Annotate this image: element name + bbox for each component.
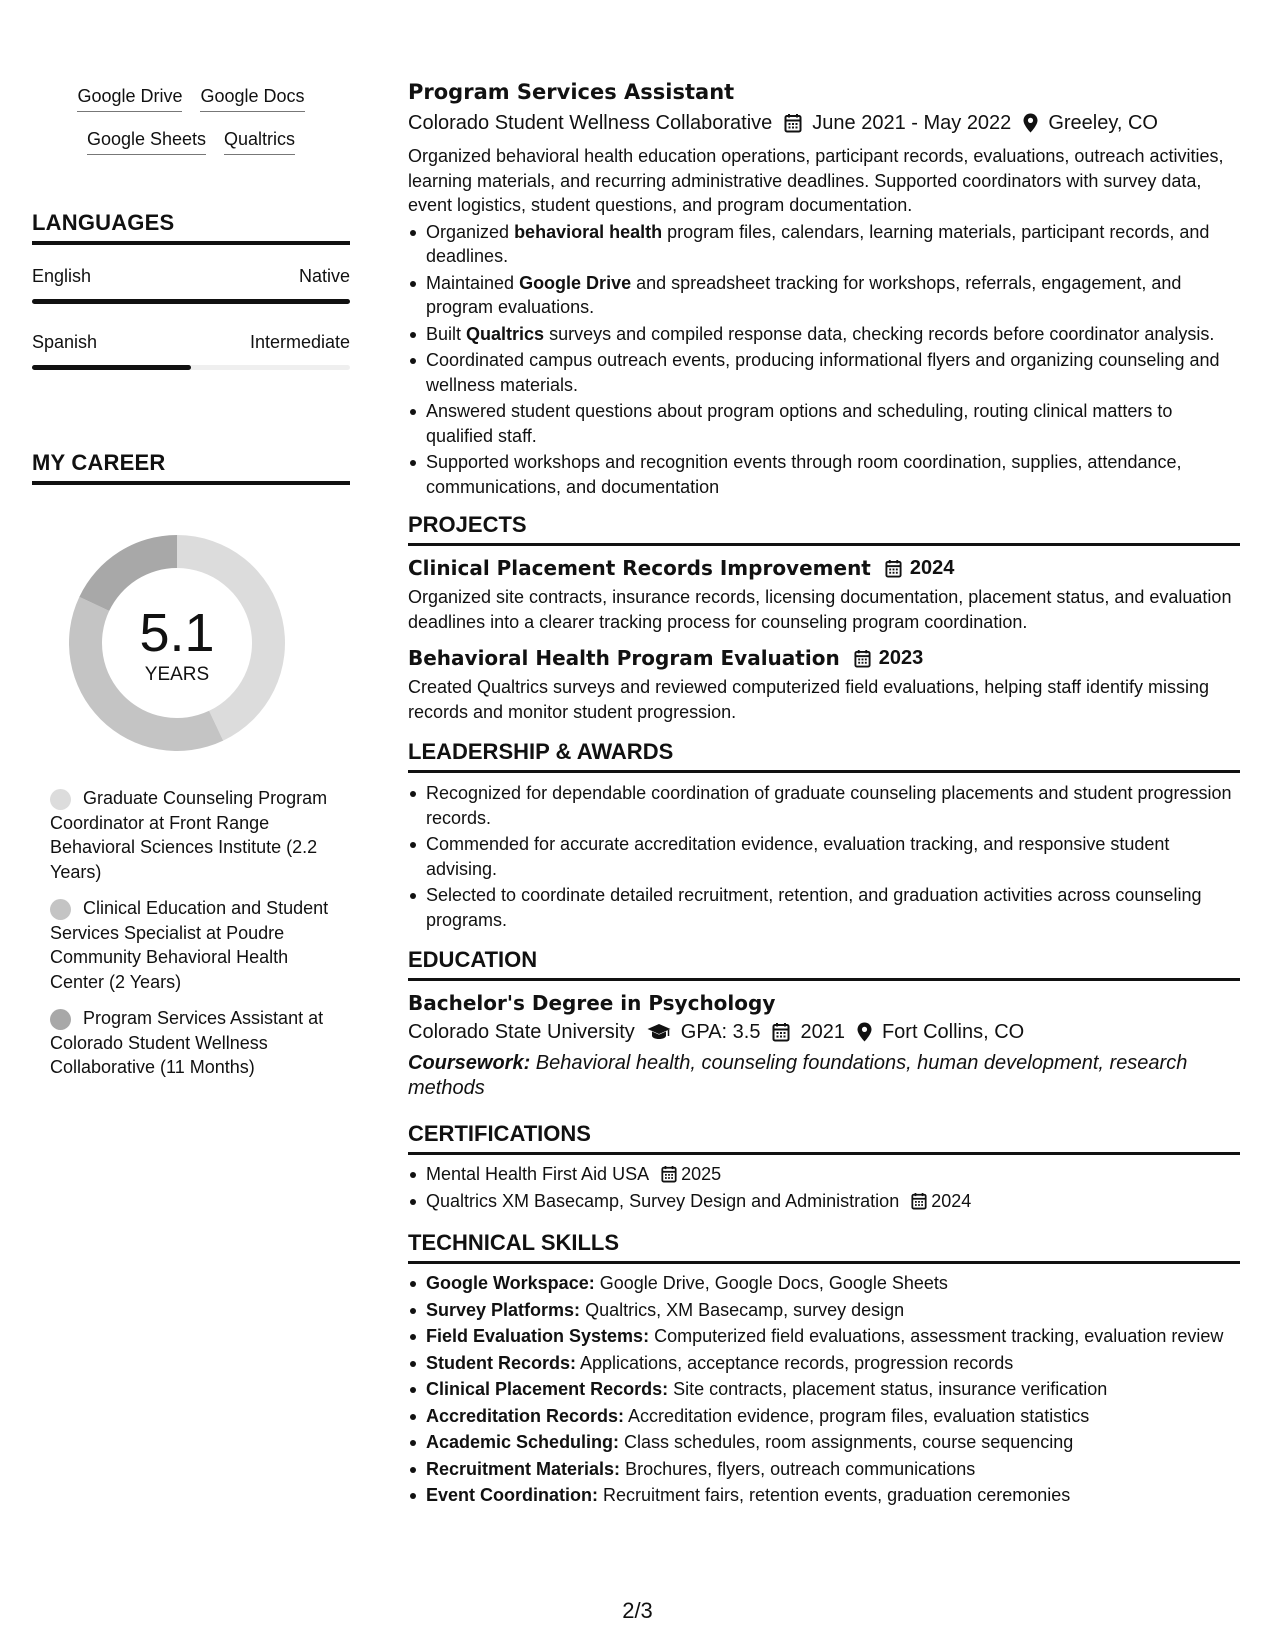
leadership-item: Recognized for dependable coordination of graduate counseling placements and student progression records. <box>426 781 1240 830</box>
project-name: Behavioral Health Program Evaluation <box>408 646 840 670</box>
legend-dot <box>50 1009 71 1030</box>
section-title: CERTIFICATIONS <box>408 1120 1240 1155</box>
school-location: Fort Collins, CO <box>881 1021 1025 1043</box>
graduation-cap-icon <box>647 1023 671 1041</box>
skill-item: Clinical Placement Records: Site contracts, placement status, insurance verification <box>426 1377 1240 1402</box>
job-location: Greeley, CO <box>1048 112 1158 134</box>
language-bar <box>32 365 350 370</box>
job-bullet: Maintained Google Drive and spreadsheet tracking for workshops, referrals, engagement, and program evaluations. <box>426 271 1240 320</box>
leadership-list <box>408 781 1240 932</box>
language-name: English <box>32 266 92 286</box>
job-bullet: Organized behavioral health program files, calendars, learning materials, participant records, and deadlines. <box>426 220 1240 269</box>
skill-tags <box>32 84 350 170</box>
language-level: Intermediate <box>249 332 350 352</box>
section-title: PROJECTS <box>408 511 1240 546</box>
job-bullets <box>408 220 1240 500</box>
language-level: Native <box>298 266 350 286</box>
job-title: Program Services Assistant <box>408 80 735 104</box>
job-summary: Organized behavioral health education operations, participant records, evaluations, outreach activities, learning materials, and recurring administrative deadlines. Supported coordinators with survey data, event logistics, student questions, and program documentation. <box>408 146 1224 215</box>
gpa: GPA: 3.5 <box>680 1021 761 1043</box>
technical-skills-section <box>408 1229 1240 1508</box>
skill-item: Google Workspace: Google Drive, Google Docs, Google Sheets <box>426 1271 1240 1296</box>
project-entry <box>408 554 1240 634</box>
section-title: LEADERSHIP & AWARDS <box>408 738 1240 773</box>
technical-skills-list <box>408 1271 1240 1508</box>
project-description: Organized site contracts, insurance records, licensing documentation, placement status, and evaluation deadlines into a clearer tracking process for counseling program coordination. <box>408 587 1232 632</box>
certification-year: 2025 <box>681 1164 722 1184</box>
skill-item: Academic Scheduling: Class schedules, room assignments, course sequencing <box>426 1430 1240 1455</box>
graduation-year: 2021 <box>800 1021 845 1043</box>
experience-entry <box>408 78 1240 499</box>
career-legend-item <box>50 896 335 994</box>
coursework <box>408 1051 1240 1100</box>
job-dates: June 2021 - May 2022 <box>812 112 1012 134</box>
skill-tag-row <box>32 127 350 155</box>
legend-dot <box>50 899 71 920</box>
page-number: 2/3 <box>622 1598 653 1623</box>
project-name: Clinical Placement Records Improvement <box>408 556 871 580</box>
location-pin-icon <box>1023 113 1038 133</box>
skill-item: Survey Platforms: Qualtrics, XM Basecamp, survey design <box>426 1298 1240 1323</box>
calendar-icon <box>661 1165 677 1183</box>
job-bullet: Built Qualtrics surveys and compiled response data, checking records before coordinator analysis. <box>426 322 1240 347</box>
calendar-icon <box>911 1192 927 1210</box>
career-legend-label: Clinical Education and Student Services Specialist at Poudre Community Behavioral Health Center (2 Years) <box>50 898 329 992</box>
career-legend-item <box>50 786 335 884</box>
career-legend <box>50 786 335 1092</box>
language-bar <box>32 299 350 304</box>
leadership-item: Commended for accurate accreditation evidence, evaluation tracking, and responsive student advising. <box>426 832 1240 881</box>
certification-name: Qualtrics XM Basecamp, Survey Design and Administration <box>426 1190 900 1211</box>
right-column <box>408 78 1240 1510</box>
section-title: MY CAREER <box>32 450 350 485</box>
education-meta <box>408 1017 1240 1047</box>
project-year: 2023 <box>878 647 924 669</box>
career-legend-label: Graduate Counseling Program Coordinator at Front Range Behavioral Sciences Institute (2.2 Years) <box>50 788 328 882</box>
job-bullet: Supported workshops and recognition events through room coordination, supplies, attendance, communications, and documentation <box>426 450 1240 499</box>
career-legend-item <box>50 1006 335 1080</box>
certification-item <box>426 1162 1240 1187</box>
project-year: 2024 <box>909 557 955 579</box>
career-section <box>32 450 350 485</box>
language-bar-fill <box>32 365 191 370</box>
leadership-item: Selected to coordinate detailed recruitment, retention, and graduation activities across counseling programs. <box>426 883 1240 932</box>
school-name: Colorado State University <box>408 1021 635 1043</box>
job-meta <box>408 108 1240 138</box>
leadership-section <box>408 738 1240 932</box>
section-title: TECHNICAL SKILLS <box>408 1229 1240 1264</box>
certification-name: Mental Health First Aid USA <box>426 1164 650 1184</box>
calendar-icon <box>772 1022 790 1042</box>
project-entry <box>408 644 1240 724</box>
career-total-value: 5.1 <box>139 603 215 663</box>
skill-item: Field Evaluation Systems: Computerized field evaluations, assessment tracking, evaluation review <box>426 1324 1240 1349</box>
company-name: Colorado Student Wellness Collaborative <box>408 112 773 134</box>
skill-item: Recruitment Materials: Brochures, flyers, outreach communications <box>426 1457 1240 1482</box>
job-bullet: Answered student questions about program options and scheduling, routing clinical matters to qualified staff. <box>426 399 1240 448</box>
skill-item: Event Coordination: Recruitment fairs, retention events, graduation ceremonies <box>426 1483 1240 1508</box>
career-total-unit: YEARS <box>144 664 210 685</box>
calendar-icon <box>784 113 802 133</box>
calendar-icon <box>854 649 871 668</box>
degree-title: Bachelor's Degree in Psychology <box>408 991 776 1015</box>
language-bar-fill <box>32 299 350 304</box>
section-title: EDUCATION <box>408 946 1240 981</box>
legend-dot <box>50 789 71 810</box>
location-pin-icon <box>857 1022 872 1042</box>
education-section <box>408 946 1240 1100</box>
projects-section <box>408 511 1240 724</box>
donut-slice <box>79 535 177 611</box>
certifications-list <box>408 1162 1240 1213</box>
career-donut-chart <box>64 530 290 756</box>
section-title: LANGUAGES <box>32 210 350 245</box>
skill-tag: Google Sheets <box>87 127 206 155</box>
skill-tag-row <box>32 84 350 112</box>
calendar-icon <box>885 559 902 578</box>
language-item <box>32 330 350 370</box>
coursework-text: Behavioral health, counseling foundations, human development, research methods <box>408 1052 1188 1099</box>
job-bullet: Coordinated campus outreach events, producing informational flyers and organizing counseling and wellness materials. <box>426 348 1240 397</box>
skill-item: Student Records: Applications, acceptance records, progression records <box>426 1351 1240 1376</box>
project-description: Created Qualtrics surveys and reviewed computerized field evaluations, helping staff identify missing records and monitor student progression. <box>408 677 1210 722</box>
certification-item <box>426 1189 1240 1214</box>
career-legend-label: Program Services Assistant at Colorado Student Wellness Collaborative (11 Months) <box>50 1008 324 1077</box>
certification-year: 2024 <box>931 1190 972 1211</box>
skill-item: Accreditation Records: Accreditation evidence, program files, evaluation statistics <box>426 1404 1240 1429</box>
certifications-section <box>408 1120 1240 1213</box>
skill-tag: Qualtrics <box>224 127 295 155</box>
language-name: Spanish <box>32 332 98 352</box>
skill-tag: Google Drive <box>77 84 182 112</box>
language-item <box>32 264 350 304</box>
skill-tag: Google Docs <box>200 84 304 112</box>
coursework-label: Coursework: <box>408 1052 531 1074</box>
languages-section <box>32 210 350 245</box>
